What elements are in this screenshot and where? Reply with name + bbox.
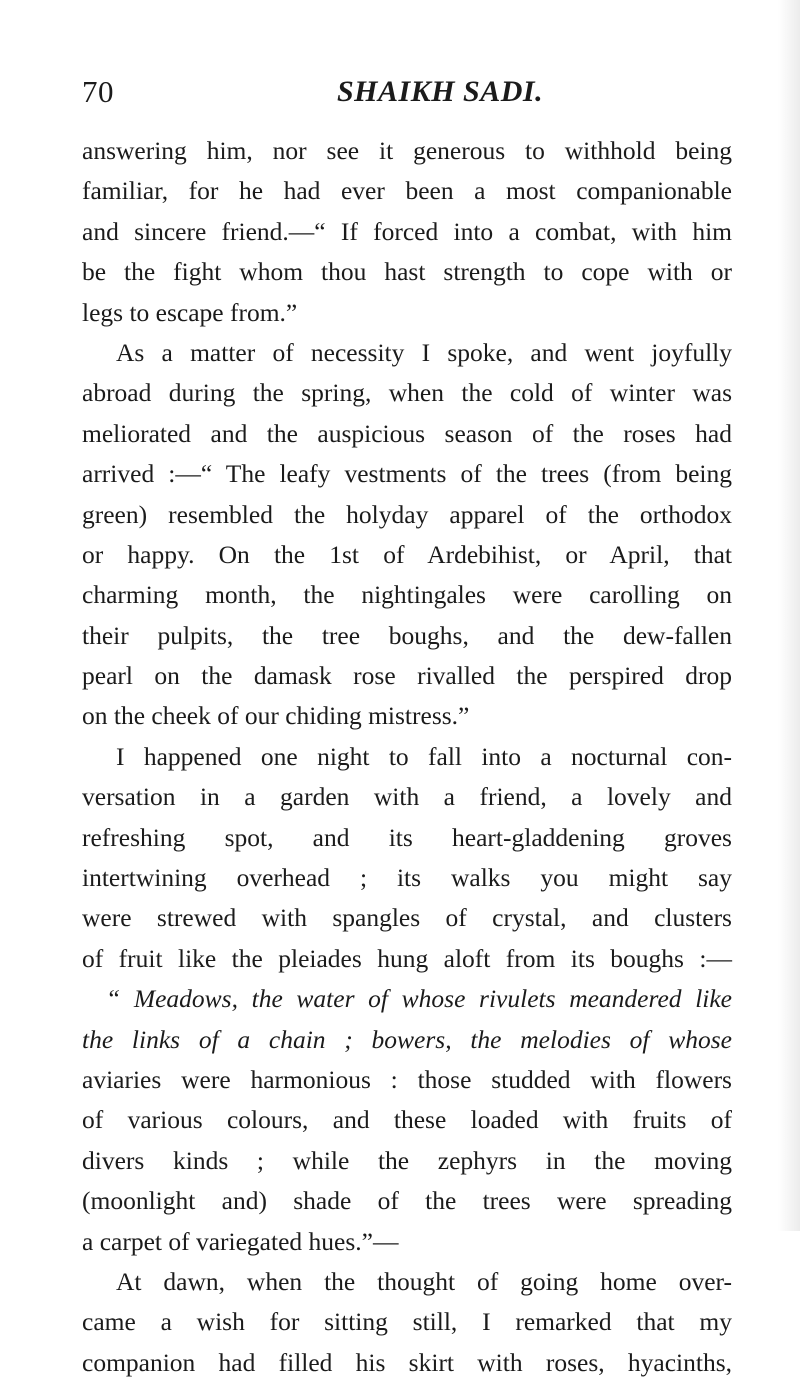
text-line: aviaries were harmonious : those studded with flowers [82, 1064, 732, 1094]
text-line: abroad during the spring, when the cold of winter was [82, 378, 732, 408]
page-number: 70 [82, 74, 114, 109]
text-line: a carpet of variegated hues.”— [82, 1226, 399, 1256]
text-line: familiar, for he had ever been a most companionable [82, 176, 732, 206]
text-line: came a wish for sitting still, I remarked that my [82, 1307, 732, 1337]
text-line: (moonlight and) shade of the trees were spreading [82, 1186, 732, 1216]
text-line: legs to escape from.” [82, 297, 298, 327]
text-line: refreshing spot, and its heart-gladdening groves [82, 822, 732, 852]
text-line: answering him, nor see it generous to withhold being [82, 136, 732, 165]
text-line: “ Meadows, the water of whose rivulets meandered like [106, 984, 732, 1014]
text-line: charming month, the nightingales were carolling on [82, 580, 732, 610]
text-line: their pulpits, the tree boughs, and the dew-fallen [82, 620, 732, 650]
text-line: meliorated and the auspicious season of the roses had [82, 418, 732, 448]
text-line: on the cheek of our chiding mistress.” [82, 701, 470, 731]
text-line: green) resembled the holyday apparel of the orthodox [82, 499, 732, 529]
text-line: of fruit like the pleiades hung aloft from its boughs :— [82, 943, 732, 973]
text-line: I happened one night to fall into a nocturnal con- [116, 741, 732, 771]
text-line: intertwining overhead ; its walks you might say [82, 863, 732, 893]
text-line: the links of a chain ; bowers, the melodies of whose [82, 1024, 732, 1054]
body-text [82, 131, 732, 1383]
text-line: be the fight whom thou hast strength to cope with or [82, 257, 732, 287]
text-line: arrived :—“ The leafy vestments of the trees (from being [82, 459, 732, 489]
text-line: and sincere friend.—“ If forced into a combat, with him [82, 216, 732, 246]
text-line: divers kinds ; while the zephyrs in the moving [82, 1145, 732, 1175]
text-line: At dawn, when the thought of going home over- [116, 1266, 732, 1296]
text-line: versation in a garden with a friend, a lovely and [82, 782, 732, 812]
text-line: As a matter of necessity I spoke, and went joyfully [116, 337, 732, 367]
text-line: of various colours, and these loaded with fruits of [82, 1105, 732, 1135]
text-line: were strewed with spangles of crystal, and clusters [82, 903, 732, 933]
running-title: SHAIKH SADI. [337, 75, 544, 108]
page-edge-shadow [778, 0, 800, 1231]
running-head [82, 72, 742, 112]
text-line: or happy. On the 1st of Ardebihist, or April, that [82, 539, 732, 569]
text-line: companion had filled his skirt with roses, hyacinths, [82, 1347, 732, 1377]
text-line: pearl on the damask rose rivalled the perspired drop [82, 661, 732, 691]
